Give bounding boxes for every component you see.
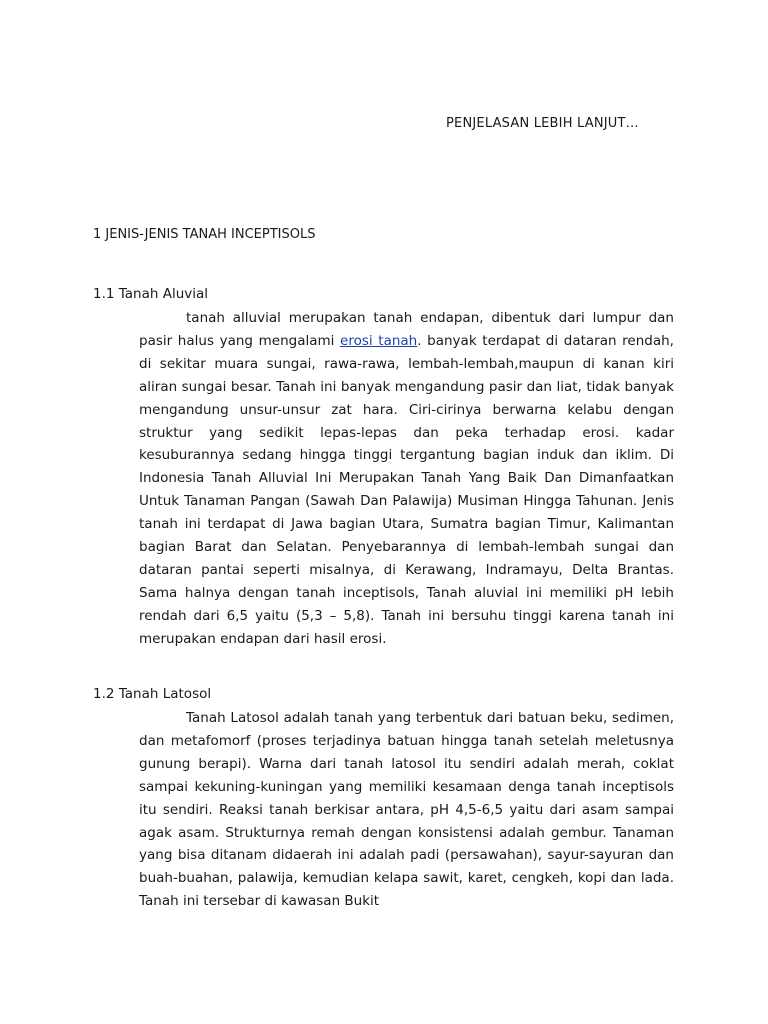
paragraph-aluvial (139, 307, 674, 651)
section-heading: 1 JENIS-JENIS TANAH INCEPTISOLS (93, 227, 316, 242)
document-title: PENJELASAN LEBIH LANJUT… (446, 116, 639, 131)
erosi-tanah-link[interactable]: erosi tanah (340, 332, 418, 349)
subsection-heading-latosol: 1.2 Tanah Latosol (93, 686, 212, 702)
paragraph-aluvial-text-end: . banyak terdapat di dataran rendah, di sekitar muara sungai, rawa-rawa, lembah-lembah,maupun di kanan kiri aliran sungai besar. Tanah ini banyak mengandung pasir dan liat, tidak banyak mengandung unsur-unsur zat hara. Ciri-cirinya berwarna kelabu dengan struktur yang sedikit lepas-lepas dan peka terhadap erosi. kadar kesuburannya sedang hingga tinggi tergantung bagian induk dan iklim. Di Indonesia Tanah Alluvial Ini Merupakan Tanah Yang Baik Dan Dimanfaatkan Untuk Tanaman Pangan (Sawah Dan Palawija) Musiman Hingga Tahunan. Jenis tanah ini terdapat di Jawa bagian Utara, Sumatra bagian Timur, Kalimantan bagian Barat dan Selatan. Penyebarannya di lembah-lembah sungai dan dataran pantai seperti misalnya, di Kerawang, Indramayu, Delta Brantas. Sama halnya dengan tanah inceptisols, Tanah aluvial ini memiliki pH lebih rendah dari 6,5 yaitu (5,3 – 5,8). Tanah ini bersuhu tinggi karena tanah ini merupakan endapan dari hasil erosi. (139, 332, 674, 647)
paragraph-aluvial-text-start: tanah alluvial merupakan tanah endapan, dibentuk dari lumpur dan pasir halus yang mengalami (139, 310, 674, 349)
subsection-heading-aluvial: 1.1 Tanah Aluvial (93, 286, 209, 302)
paragraph-latosol: Tanah Latosol adalah tanah yang terbentuk dari batuan beku, sedimen, dan metafomorf (proses terjadinya batuan hingga tanah setelah meletusnya gunung berapi). Warna dari tanah latosol itu sendiri adalah merah, coklat sampai kekuning-kuningan yang memiliki kesamaan denga tanah inceptisols itu sendiri. Reaksi tanah berkisar antara, pH 4,5-6,5 yaitu dari asam sampai agak asam. Strukturnya remah dengan konsistensi adalah gembur. Tanaman yang bisa ditanam didaerah ini adalah padi (persawahan), sayur-sayuran dan buah-buahan, palawija, kemudian kelapa sawit, karet, cengkeh, kopi dan lada. Tanah ini tersebar di kawasan Bukit (139, 710, 674, 910)
